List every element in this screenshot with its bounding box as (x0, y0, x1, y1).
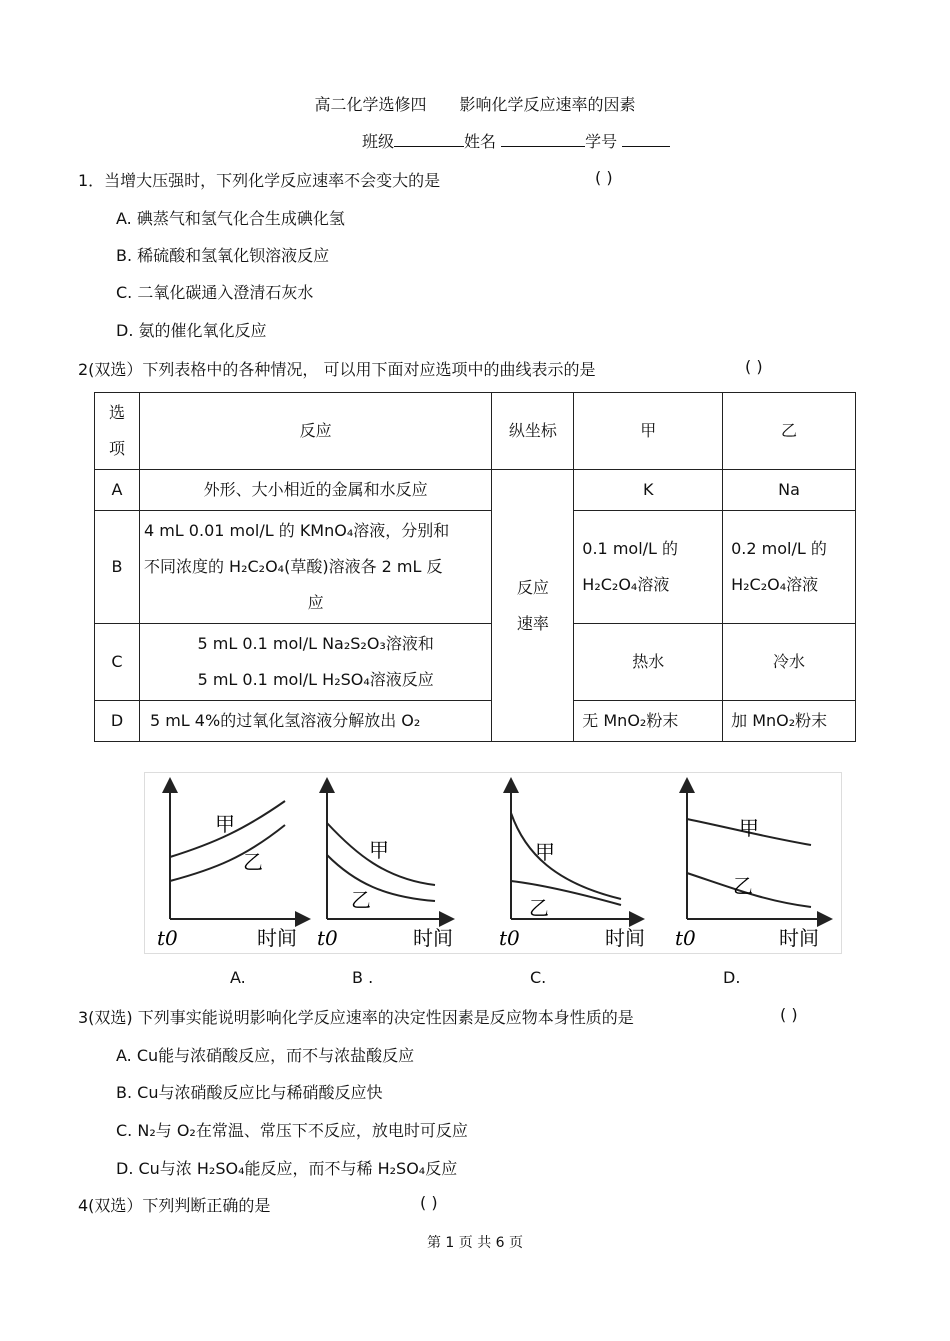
row-c-option: C (95, 624, 140, 701)
table-row-b (95, 511, 856, 624)
graph-a-time: 时间 (257, 926, 297, 950)
row-a-jia: K (574, 470, 723, 511)
graph-b (317, 785, 453, 950)
curves-svg (145, 773, 841, 953)
graph-b-t0: t0 (317, 926, 338, 950)
name-blank[interactable] (501, 132, 585, 147)
row-d-option: D (95, 701, 140, 742)
row-a-yi: Na (723, 470, 856, 511)
q1-option-a: A. 碘蒸气和氢气化合生成碘化氢 (116, 209, 345, 228)
row-c-reaction-line-2: 5 mL 0.1 mol/L H₂SO₄溶液反应 (197, 670, 434, 689)
q2-answer-paren: ( ) (745, 357, 763, 376)
q4-answer-paren: ( ) (420, 1193, 438, 1212)
q3-stem: 3(双选) 下列事实能说明影响化学反应速率的决定性因素是反应物本身性质的是 (78, 1008, 634, 1027)
row-c-reaction-line-1: 5 mL 0.1 mol/L Na₂S₂O₃溶液和 (197, 634, 434, 653)
graph-a (157, 785, 303, 950)
graph-a-t0: t0 (157, 926, 178, 950)
row-d-jia: 无 MnO₂粉末 (574, 701, 723, 742)
page-title (0, 92, 950, 115)
row-b-jia-line-1: 0.1 mol/L 的 (582, 539, 679, 558)
q1-stem: 1．当增大压强时，下列化学反应速率不会变大的是 (78, 171, 441, 190)
row-b-jia-line-2: H₂C₂O₄溶液 (582, 575, 670, 594)
q1-answer-paren: ( ) (595, 168, 613, 187)
row-b-yi-line-1: 0.2 mol/L 的 (731, 539, 827, 558)
graph-c-curve-jia (511, 813, 621, 899)
table-header-row (95, 393, 856, 470)
table-row-d (95, 701, 856, 742)
graph-d-label-jia: 甲 (739, 816, 759, 840)
row-a-reaction-line-1: 外形、大小相近的金属和水反应 (203, 480, 428, 499)
graph-b-label-yi: 乙 (351, 888, 371, 912)
topic-title: 影响化学反应速率的因素 (459, 95, 636, 114)
id-label: 学号 (585, 132, 618, 151)
row-c-jia: 热水 (574, 624, 723, 701)
q1-option-c: C. 二氧化碳通入澄清石灰水 (116, 283, 314, 302)
graph-b-time: 时间 (413, 926, 453, 950)
header-ordinate: 纵坐标 (492, 393, 574, 470)
id-blank[interactable] (622, 132, 670, 147)
graph-c-label-jia: 甲 (535, 840, 555, 864)
table-row-a (95, 470, 856, 511)
row-c-yi: 冷水 (723, 624, 856, 701)
class-label: 班级 (362, 132, 395, 151)
row-b-reaction-line-2: 不同浓度的 H₂C₂O₄(草酸)溶液各 2 mL 反 (143, 557, 443, 576)
class-blank[interactable] (394, 132, 464, 147)
choice-label-a: A. (230, 968, 246, 987)
rate-time-curves (144, 772, 842, 954)
graph-a-label-jia: 甲 (215, 812, 235, 836)
ordinate-value (492, 470, 574, 742)
row-d-yi: 加 MnO₂粉末 (723, 701, 856, 742)
q1-option-b: B. 稀硫酸和氢氧化钡溶液反应 (116, 246, 330, 265)
table-row-c (95, 624, 856, 701)
header-jia: 甲 (574, 393, 723, 470)
q3-option-a: A. Cu能与浓硝酸反应，而不与浓盐酸反应 (116, 1046, 415, 1065)
graph-b-label-jia: 甲 (369, 838, 389, 862)
row-c-reaction (139, 624, 491, 701)
graph-c-t0: t0 (499, 926, 520, 950)
graph-d (675, 785, 825, 950)
course-title: 高二化学选修四 (314, 95, 427, 114)
name-label: 姓名 (464, 132, 497, 151)
row-b-yi (723, 511, 856, 624)
header-option (95, 393, 140, 470)
row-d-reaction: 5 mL 4%的过氧化氢溶液分解放出 O₂ (139, 701, 491, 742)
choice-label-b: B . (352, 968, 374, 987)
header-yi: 乙 (723, 393, 856, 470)
q3-answer-paren: ( ) (780, 1005, 798, 1024)
row-b-reaction (139, 511, 491, 624)
ordinate-line-2: 速率 (516, 613, 549, 633)
q4-stem: 4(双选）下列判断正确的是 (78, 1196, 271, 1215)
graph-c-time: 时间 (605, 926, 645, 950)
page-footer: 第 1 页 共 6 页 (426, 1235, 524, 1251)
choice-label-c: C. (530, 968, 547, 987)
row-b-reaction-line-3: 应 (307, 593, 324, 612)
graph-c-curve-yi (511, 881, 621, 905)
reaction-table (94, 392, 856, 742)
q3-option-d: D. Cu与浓 H₂SO₄能反应，而不与稀 H₂SO₄反应 (116, 1159, 458, 1178)
graph-a-label-yi: 乙 (243, 850, 263, 874)
student-info-line (362, 129, 670, 152)
row-b-option: B (95, 511, 140, 624)
row-b-yi-line-2: H₂C₂O₄溶液 (731, 575, 819, 594)
row-b-jia (574, 511, 723, 624)
graph-c (499, 785, 645, 950)
graph-c-label-yi: 乙 (529, 896, 549, 920)
row-a-reaction (139, 470, 491, 511)
graph-d-label-yi: 乙 (733, 874, 753, 898)
q2-stem: 2(双选）下列表格中的各种情况， 可以用下面对应选项中的曲线表示的是 (78, 360, 596, 379)
row-b-reaction-line-1: 4 mL 0.01 mol/L 的 KMnO₄溶液，分别和 (143, 521, 450, 540)
q3-option-c: C. N₂与 O₂在常温、常压下不反应，放电时可反应 (116, 1121, 468, 1140)
q1-option-d: D. 氨的催化氧化反应 (116, 321, 267, 340)
ordinate-line-1: 反应 (516, 577, 549, 597)
header-option-2: 项 (108, 439, 125, 458)
graph-d-t0: t0 (675, 926, 696, 950)
choice-label-d: D. (723, 968, 741, 987)
row-a-option: A (95, 470, 140, 511)
q3-option-b: B. Cu与浓硝酸反应比与稀硝酸反应快 (116, 1083, 383, 1102)
header-option-1: 选 (108, 403, 125, 422)
header-reaction: 反应 (139, 393, 491, 470)
graph-d-time: 时间 (779, 926, 819, 950)
